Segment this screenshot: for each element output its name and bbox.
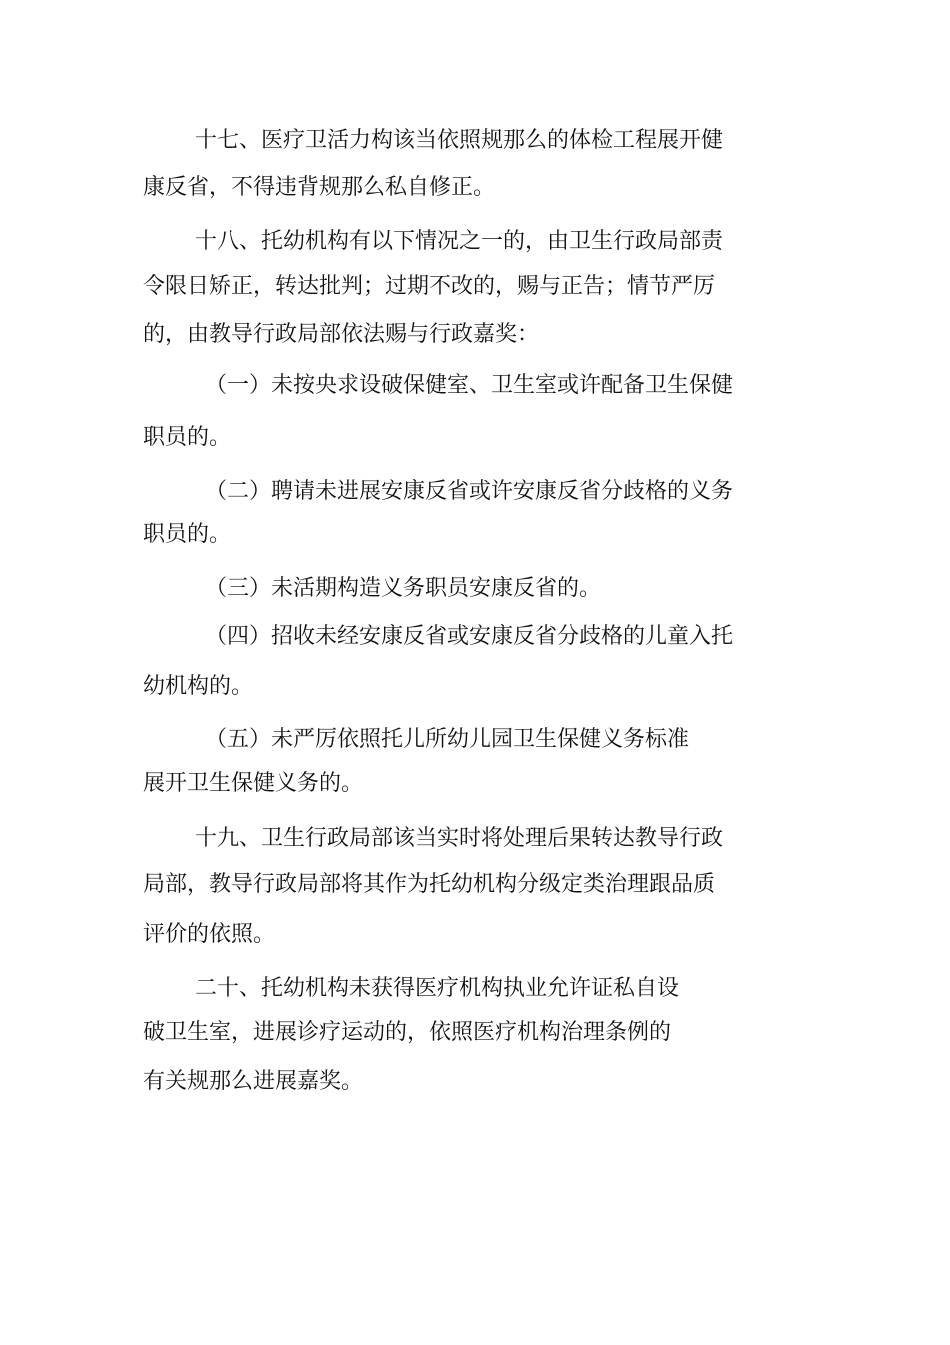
item-1-line-1: （一）未按央求设破保健室、卫生室或许配备卫生保健 bbox=[205, 373, 734, 398]
paragraph-19-line-2: 局部，教导行政局部将其作为托幼机构分级定类治理跟品质 bbox=[143, 872, 716, 897]
item-2-line-1: （二）聘请未进展安康反省或许安康反省分歧格的义务 bbox=[205, 479, 734, 504]
item-3-line-1: （三）未活期构造义务职员安康反省的。 bbox=[205, 576, 602, 601]
item-1-line-2: 职员的。 bbox=[143, 425, 232, 450]
paragraph-19-line-1: 十九、卫生行政局部该当实时将处理后果转达教导行政 bbox=[195, 826, 724, 851]
paragraph-20-line-2: 破卫生室，进展诊疗运动的，依照医疗机构治理条例的 bbox=[143, 1020, 672, 1045]
paragraph-20-line-1: 二十、托幼机构未获得医疗机构执业允许证私自设 bbox=[195, 976, 680, 1001]
item-5-line-1: （五）未严厉依照托儿所幼儿园卫生保健义务标准 bbox=[205, 727, 690, 752]
paragraph-18-line-3: 的，由教导行政局部依法赐与行政嘉奖： bbox=[143, 322, 540, 347]
paragraph-17-line-1: 十七、医疗卫活力构该当依照规那么的体检工程展开健 bbox=[195, 128, 724, 153]
paragraph-18-line-1: 十八、托幼机构有以下情况之一的，由卫生行政局部责 bbox=[195, 229, 724, 254]
item-4-line-2: 幼机构的。 bbox=[143, 674, 254, 699]
paragraph-19-line-3: 评价的依照。 bbox=[143, 922, 276, 947]
paragraph-20-line-3: 有关规那么进展嘉奖。 bbox=[143, 1069, 364, 1094]
item-5-line-2: 展开卫生保健义务的。 bbox=[143, 771, 364, 796]
item-2-line-2: 职员的。 bbox=[143, 522, 232, 547]
item-4-line-1: （四）招收未经安康反省或安康反省分歧格的儿童入托 bbox=[205, 624, 734, 649]
paragraph-17-line-2: 康反省，不得违背规那么私自修正。 bbox=[143, 175, 496, 200]
paragraph-18-line-2: 令限日矫正，转达批判；过期不改的，赐与正告；情节严厉 bbox=[143, 274, 716, 299]
